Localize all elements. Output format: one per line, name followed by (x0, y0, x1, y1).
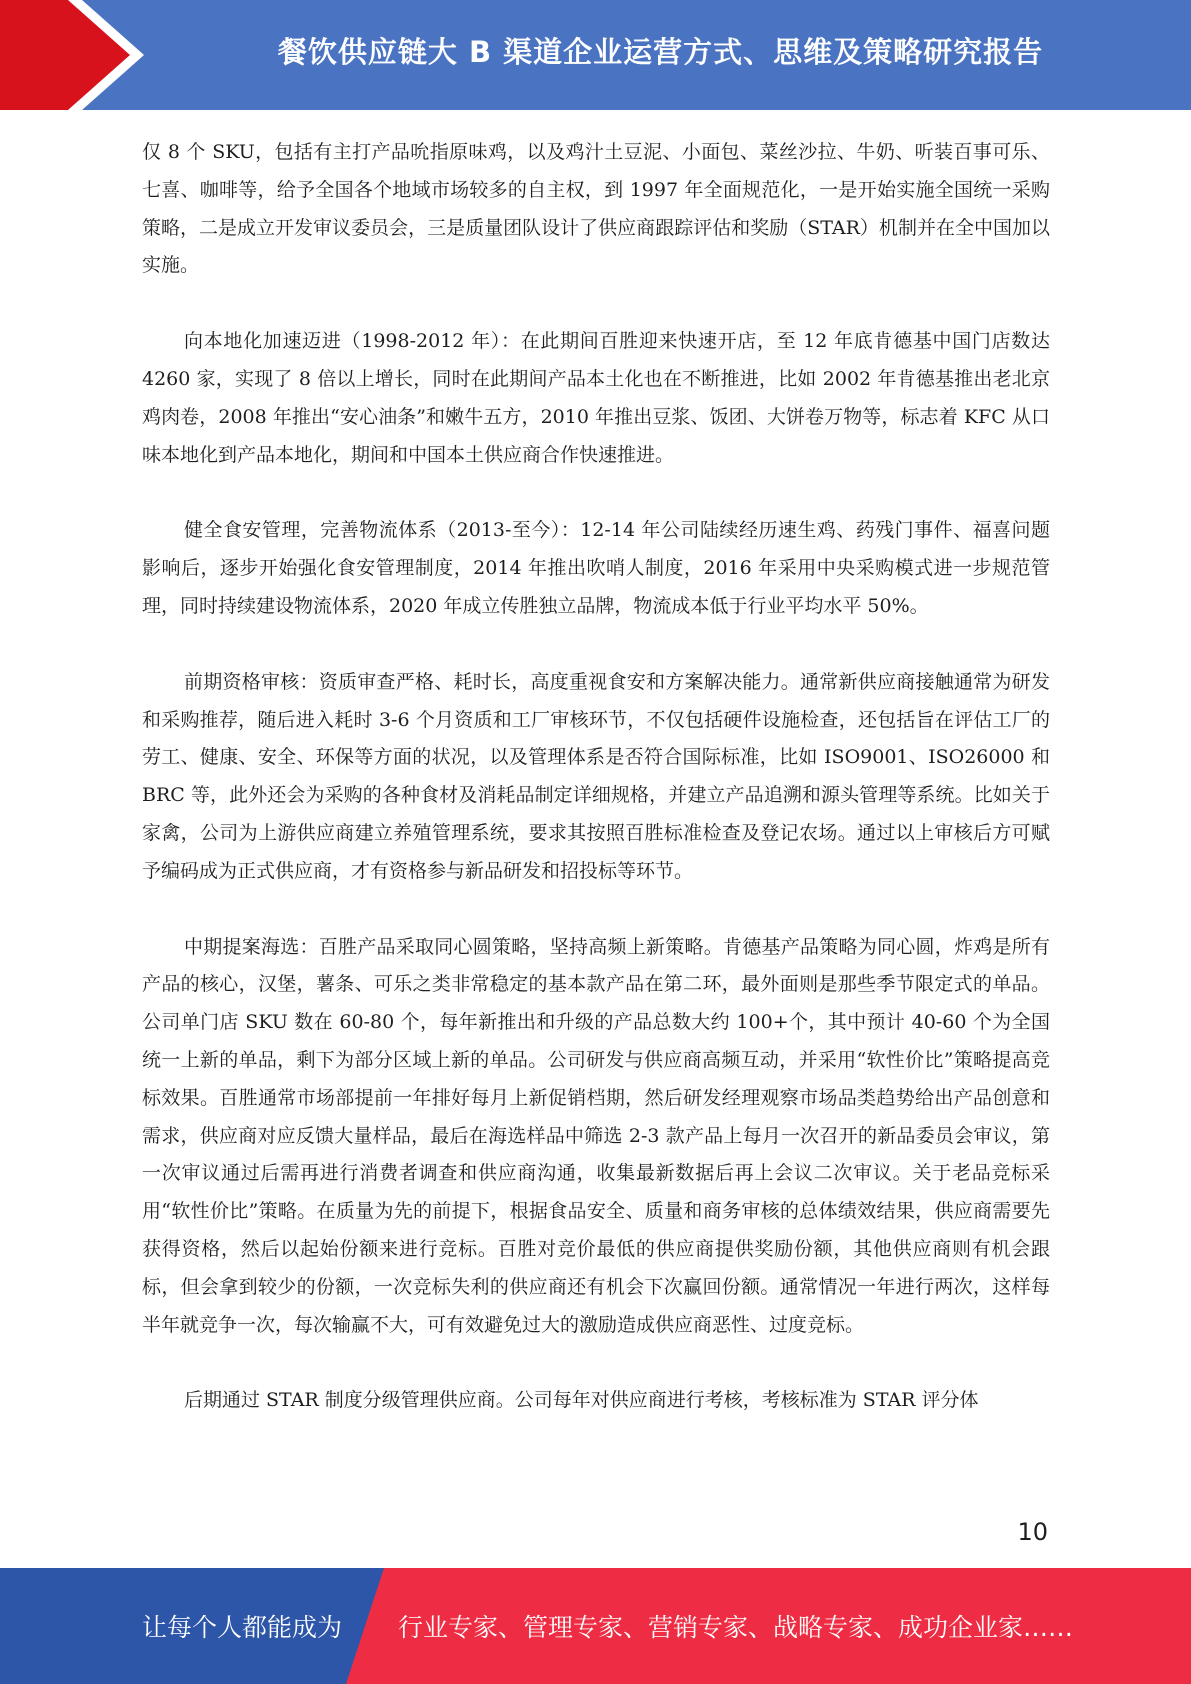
footer-slogan-right: 行业专家、管理专家、营销专家、战略专家、成功企业家…… (398, 1613, 1074, 1642)
page-footer (0, 1568, 1191, 1684)
footer-slogan-left: 让每个人都能成为 (142, 1613, 343, 1642)
page-header (0, 0, 1191, 110)
paragraph-5: 中期提案海选：百胜产品采取同心圆策略，坚持高频上新策略。肯德基产品策略为同心圆，炸鸡是所有产品的核心，汉堡，薯条、可乐之类非常稳定的基本款产品在第二环，最外面则是那些季节限定式的单品。公司单门店 SKU 数在 60-80 个，每年新推出和升级的产品总数大约 100+个，其中预计 40-60 个为全国统一上新的单品，剩下为部分区域上新的单品。公司研发与供应商高频互动，并采用“软性价比”策略提高竞标效果。百胜通常市场部提前一年排好每月上新促销档期，然后研发经理观察市场品类趋势给出产品创意和需求，供应商对应反馈大量样品，最后在海选样品中筛选 2-3 款产品上每月一次召开的新品委员会审议，第一次审议通过后需再进行消费者调查和供应商沟通，收集最新数据后再上会议二次审议。关于老品竞标采用“软性价比”策略。在质量为先的前提下，根据食品安全、质量和商务审核的总体绩效结果，供应商需要先获得资格，然后以起始份额来进行竞标。百胜对竞价最低的供应商提供奖励份额，其他供应商则有机会跟标，但会拿到较少的份额，一次竞标失利的供应商还有机会下次赢回份额。通常情况一年进行两次，这样每半年就竞争一次，每次输赢不大，可有效避免过大的激励造成供应商恶性、过度竞标。 (142, 935, 1050, 1336)
page-number: 10 (1017, 1518, 1048, 1546)
paragraph-3: 健全食安管理，完善物流体系（2013-至今）：12-14 年公司陆续经历速生鸡、药残门事件、福喜问题影响后，逐步开始强化食安管理制度，2014 年推出吹哨人制度，2016 年采用中央采购模式进一步规范管理，同时持续建设物流体系，2020 年成立传胜独立品牌，物流成本低于行业平均水平 50%。 (142, 519, 1050, 617)
paragraph-4: 前期资格审核：资质审查严格、耗时长，高度重视食安和方案解决能力。通常新供应商接触通常为研发和采购推荐，随后进入耗时 3-6 个月资质和工厂审核环节，不仅包括硬件设施检查，还包括旨在评估工厂的劳工、健康、安全、环保等方面的状况，以及管理体系是否符合国际标准，比如 ISO9001、ISO26000 和 BRC 等，此外还会为采购的各种食材及消耗品制定详细规格，并建立产品追溯和源头管理等系统。比如关于家禽，公司为上游供应商建立养殖管理系统，要求其按照百胜标准检查及登记农场。通过以上审核后方可赋予编码成为正式供应商，才有资格参与新品研发和招投标等环节。 (142, 670, 1050, 882)
paragraph-1: 仅 8 个 SKU，包括有主打产品吮指原味鸡，以及鸡汁土豆泥、小面包、菜丝沙拉、牛奶、听装百事可乐、七喜、咖啡等，给予全国各个地域市场较多的自主权，到 1997 年全面规范化，一是开始实施全国统一采购策略，二是成立开发审议委员会，三是质量团队设计了供应商跟踪评估和奖励（STAR）机制并在全中国加以实施。 (142, 141, 1050, 277)
report-title: 餐饮供应链大 B 渠道企业运营方式、思维及策略研究报告 (277, 34, 1044, 69)
body-text (142, 134, 1050, 1458)
paragraph-6: 后期通过 STAR 制度分级管理供应商。公司每年对供应商进行考核，考核标准为 STAR 评分体 (184, 1389, 979, 1412)
paragraph-2: 向本地化加速迈进（1998-2012 年）：在此期间百胜迎来快速开店，至 12 年底肯德基中国门店数达 4260 家，实现了 8 倍以上增长，同时在此期间产品本土化也在不断推进，比如 2002 年肯德基推出老北京鸡肉卷，2008 年推出“安心油条”和嫩牛五方，2010 年推出豆浆、饭团、大饼卷万物等，标志着 KFC 从口味本地化到产品本地化，期间和中国本土供应商合作快速推进。 (142, 330, 1050, 466)
